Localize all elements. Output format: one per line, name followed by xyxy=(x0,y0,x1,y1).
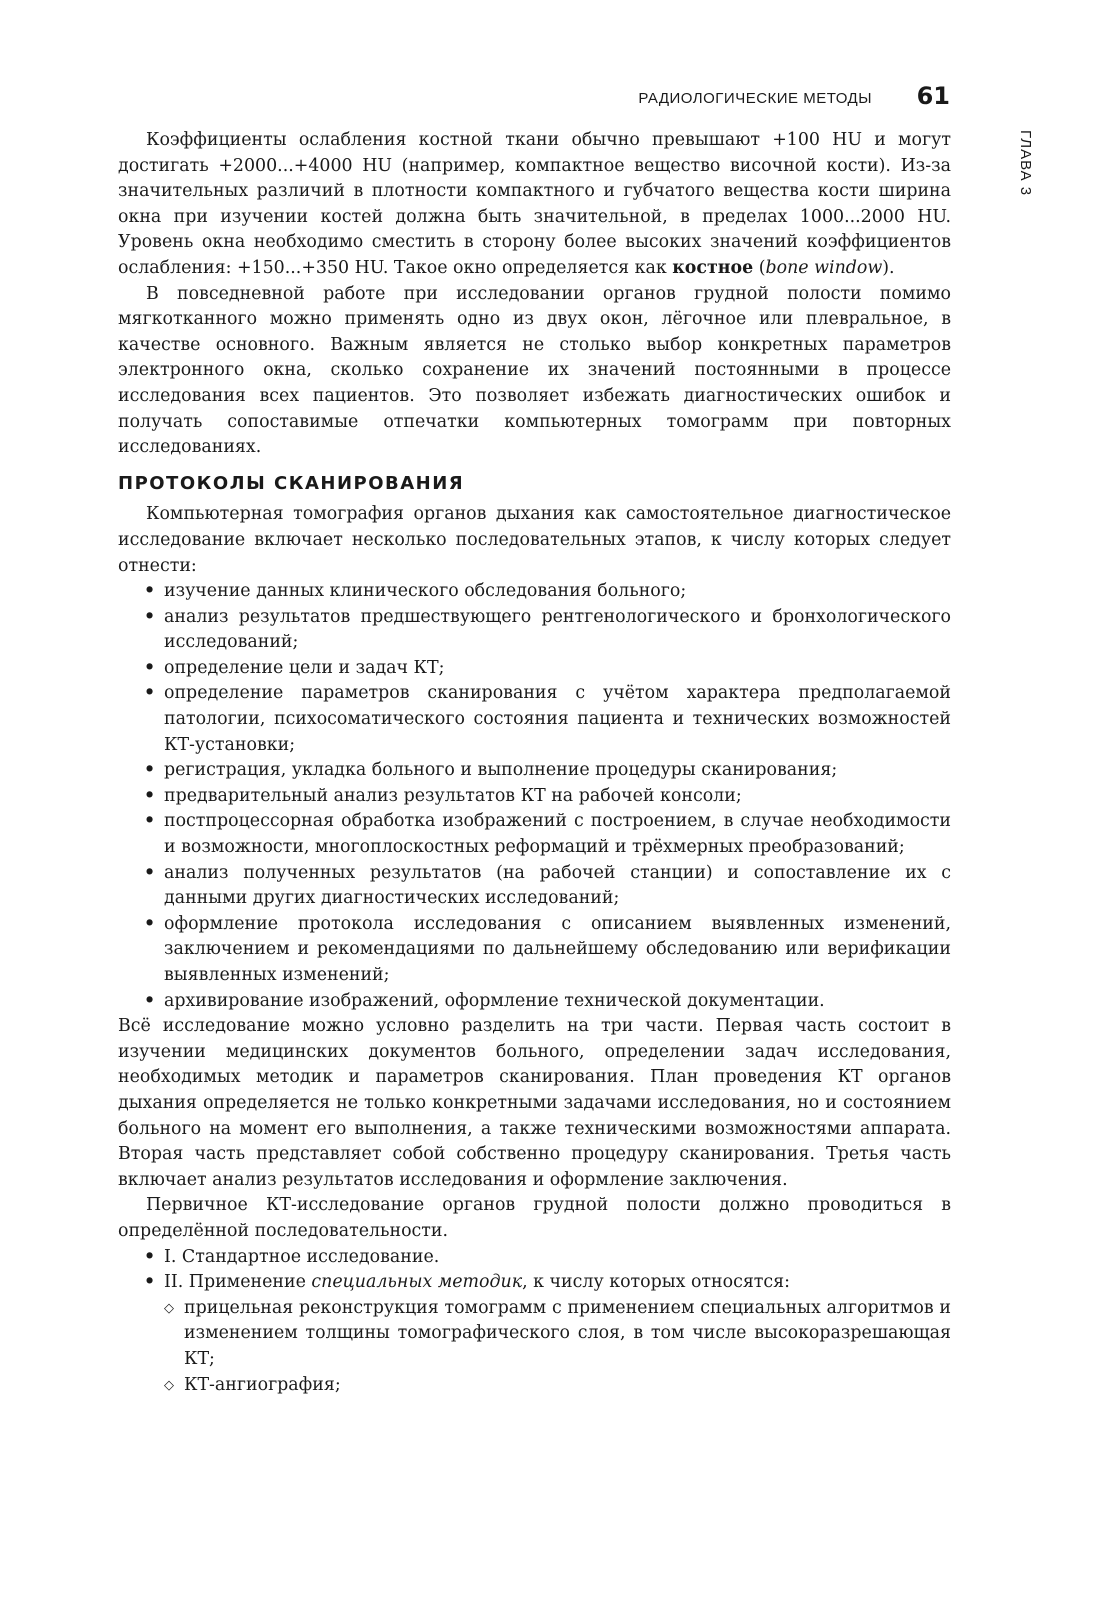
paragraph-daily-work: В повседневной работе при исследовании органов грудной полости помимо мягкотканного можно применять одно из двух окон, лёгочное или плевральное, в качестве основного. Важным является не столько выбор конкретных параметров электронного окна, сколько сохранение их значений постоянными в процессе исследования всех пациентов. Это позволяет избежать диагностических ошибок и получать сопоставимые отпечатки компьютерных томограмм при повторных исследованиях. xyxy=(118,283,951,458)
sub-list-item: ◇ КТ-ангиография; xyxy=(184,1373,951,1399)
list-item: • оформление протокола исследования с описанием выявленных изменений, заключением и рекомендациями по дальнейшему обследованию или верификации выявленных изменений; xyxy=(164,912,951,989)
list-item: • предварительный анализ результатов КТ на рабочей консоли; xyxy=(164,784,951,810)
paragraph-bone-window xyxy=(118,128,951,282)
list-item: • изучение данных клинического обследования больного; xyxy=(164,579,951,605)
paragraph-three-parts: Всё исследование можно условно разделить на три части. Первая часть состоит в изучении медицинских документов больного, определении задач исследования, необходимых методик и параметров сканирования. План проведения КТ органов дыхания определяется не только конкретными задачами исследования, но и состоянием больного на момент его выполнения, а также техническими возможностями аппарата. Вторая часть представляет собой собственно процедуру сканирования. Третья часть включает анализ результатов исследования и оформление заключения. xyxy=(118,1016,951,1190)
term-bold: костное xyxy=(672,257,754,278)
body-text xyxy=(118,128,951,1398)
paragraph-text: Коэффициенты ослабления костной ткани обычно превышают +100 HU и могут достигать +2000...+4000 HU (например, компактное вещество височной кости). Из-за значительных различий в плотности компактного и губчатого вещества кости ширина окна при изучении костей должна быть значительной, в пределах 1000...2000 HU. Уровень окна необходимо сместить в сторону более высоких значений коэффициентов ослабления: +150...+350 HU. Такое окно определяется как xyxy=(118,130,951,278)
list-item: • постпроцессорная обработка изображений с построением, в случае необходимости и возможности, многоплоскостных реформаций и трёхмерных преобразований; xyxy=(164,809,951,860)
list-item: • определение параметров сканирования с учётом характера предполагаемой патологии, психосоматического состояния пациента и технических возможностей КТ-установки; xyxy=(164,681,951,758)
paragraph-text: ). xyxy=(882,257,895,278)
term-italic: специальных методик xyxy=(311,1272,523,1293)
list-item: • определение цели и задач КТ; xyxy=(164,656,951,682)
sub-list-item: ◇ прицельная реконструкция томограмм с применением специальных алгоритмов и изменением толщины томографического слоя, в том числе высокоразрешающая КТ; xyxy=(184,1296,951,1373)
list-item: • анализ результатов предшествующего рентгенологического и бронхологического исследований; xyxy=(164,605,951,656)
list-item: • регистрация, укладка больного и выполнение процедуры сканирования; xyxy=(164,758,951,784)
page-number: 61 xyxy=(916,82,950,110)
list-item-text: II. Применение xyxy=(164,1272,312,1293)
list-item xyxy=(164,1270,951,1398)
paragraph-intro-steps: Компьютерная томография органов дыхания как самостоятельное диагностическое исследование включает несколько последовательных этапов, к числу которых следует отнести: xyxy=(118,504,951,576)
paragraph-sequence: Первичное КТ-исследование органов грудной полости должно проводиться в определённой последовательности. xyxy=(118,1195,951,1241)
paragraph-text: ( xyxy=(753,257,766,278)
section-heading: ПРОТОКОЛЫ СКАНИРОВАНИЯ xyxy=(118,472,465,494)
steps-list xyxy=(118,579,951,1014)
list-item: • анализ полученных результатов (на рабочей станции) и сопоставление их с данными других диагностических исследований; xyxy=(164,861,951,912)
list-item-text: , к числу которых относятся: xyxy=(522,1272,790,1293)
stages-list xyxy=(118,1245,951,1399)
list-item: • I. Стандартное исследование. xyxy=(164,1245,951,1271)
term-italic: bone window xyxy=(765,257,883,278)
running-head: РАДИОЛОГИЧЕСКИЕ МЕТОДЫ xyxy=(638,90,872,107)
special-methods-list xyxy=(164,1296,951,1398)
page-header xyxy=(0,82,950,116)
list-item: • архивирование изображений, оформление технической документации. xyxy=(164,989,951,1015)
chapter-tab: ГЛАВА 3 xyxy=(1017,130,1034,197)
